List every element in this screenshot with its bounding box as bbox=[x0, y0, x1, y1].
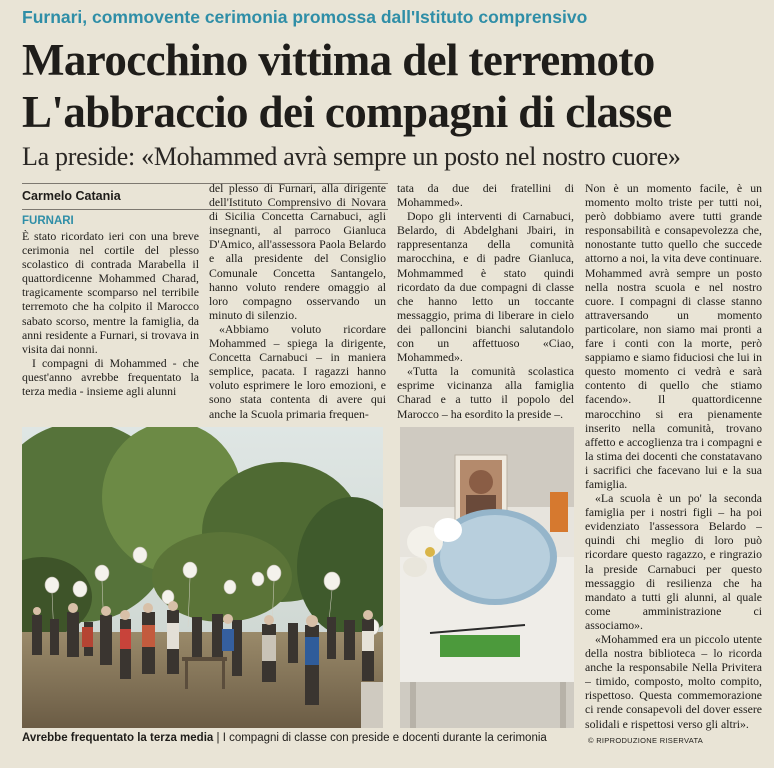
subheadline: La preside: «Mohammed avrà sempre un posto nel nostro cuore» bbox=[22, 142, 681, 171]
kicker: Furnari, commovente cerimonia promossa dall'Istituto comprensivo bbox=[22, 7, 588, 27]
headline-line-1: Marocchino vittima del terremoto bbox=[22, 35, 655, 85]
headline-line-2: L'abbraccio dei compagni di classe bbox=[22, 87, 672, 137]
body-column-4 bbox=[585, 181, 762, 731]
paragraph: «Mohammed era un piccolo utente della nostra biblioteca – lo ricorda anche la responsabile Nella Privitera – timido, composto, molto compito, rispettoso. Questa commemorazione ci rende consapevoli del dover essere solidali e rispettosi verso gli altri». bbox=[585, 632, 762, 731]
memorial-table-photo-image bbox=[400, 427, 574, 728]
ceremony-photo-image bbox=[22, 427, 383, 728]
body-column-3 bbox=[397, 181, 574, 421]
paragraph: È stato ricordato ieri con una breve cerimonia nel cortile del plesso scolastico di contrada Marabella il quattordicenne Mohammed Charad, tragicamente scomparso nel terribile terremoto che ha colpito il Marocco sabato scorso, mentre la famiglia, da anni residente a Furnari, si trovava in visita dai nonni. bbox=[22, 229, 199, 356]
paragraph: tata da due dei fratellini di Mohammed». bbox=[397, 181, 574, 210]
body-column-2 bbox=[209, 181, 386, 424]
caption-separator: | bbox=[216, 732, 223, 744]
ceremony-photo bbox=[22, 427, 383, 728]
paragraph: I compagni di Mohammed - che quest'anno avrebbe frequentato la terza media - insieme agli alunni bbox=[22, 355, 199, 399]
paragraph: «La scuola è un po' la seconda famiglia per i nostri figli – ha poi evidenziato l'assessora Belardo – quindi chi meglio di loro può ricordare questo ragazzo, e ringrazio la preside Carnabuci per questo messaggio di resilienza che ha mandato a tutti gli alunni, al quale come amministrazione ci associamo». bbox=[585, 491, 762, 632]
author-byline: Carmelo Catania bbox=[22, 189, 121, 203]
paragraph: «Tutta la comunità scolastica esprime vicinanza alla famiglia Charad e a tutto il popolo del Marocco – ha esordito la preside –. bbox=[397, 364, 574, 421]
caption-bold: Avrebbe frequentato la terza media bbox=[22, 732, 214, 744]
dateline: FURNARI bbox=[22, 215, 74, 227]
memorial-table-photo bbox=[400, 427, 574, 728]
paragraph: Non è un momento facile, è un momento molto triste per tutti noi, però dobbiamo avere tutti grande responsabilità e consapevolezza che, nonostante tutto quello che succede attorno a noi, la vita deve continuare. Mohammed avrà sempre un posto nella nostra scuola e nel nostro cuore. I compagni di classe stanno attraversando un momento particolare, non siamo mai pronti a fare i conti con la morte, però sappiamo e siamo fiduciosi che lui in questo momento ci vedrà e sarà contento di quello che stiamo facendo». Il quattordicenne marocchino si era pienamente inserito nella comunità, trovano affetto e accoglienza tra i compagni e la stima dei docenti che constatavano i sacrifici che facevano lui e la sua famiglia. bbox=[585, 181, 762, 491]
paragraph: «Abbiamo voluto ricordare Mohammed – spiega la dirigente, Concetta Carnabuci – in maniera semplice, pacata. I ragazzi hanno voluto esprimere le loro emozioni, e sono stata contenta di avere qui anche la Scuola primaria frequen- bbox=[209, 321, 386, 421]
body-column-1 bbox=[22, 229, 199, 424]
copyright-notice: © RIPRODUZIONE RISERVATA bbox=[588, 736, 704, 745]
caption-text: I compagni di classe con preside e docenti durante la cerimonia bbox=[222, 732, 547, 744]
photo-caption bbox=[22, 732, 582, 744]
paragraph: del plesso di Furnari, alla dirigente dell'Istituto Comprensivo di Novara di Sicilia Concetta Carnabuci, agli insegnanti, al parroco Gianluca D'Amico, all'assessora Paola Belardo e alla presidente del Consiglio Comunale Concetta Santangelo, hanno voluto rendere omaggio al loro compagno osservando un minuto di silenzio. bbox=[209, 181, 386, 322]
paragraph: Dopo gli interventi di Carnabuci, Belardo, di Abdelghani Jbairi, in rappresentanza della comunità marocchina, e di padre Gianluca, Mohmammed è stato quindi ricordato da due compagni di classe che hanno letto un toccante messaggio, prima di liberare in cielo dei palloncini bianchi salutandolo con un affettuoso «Ciao, Mohammed». bbox=[397, 209, 574, 365]
